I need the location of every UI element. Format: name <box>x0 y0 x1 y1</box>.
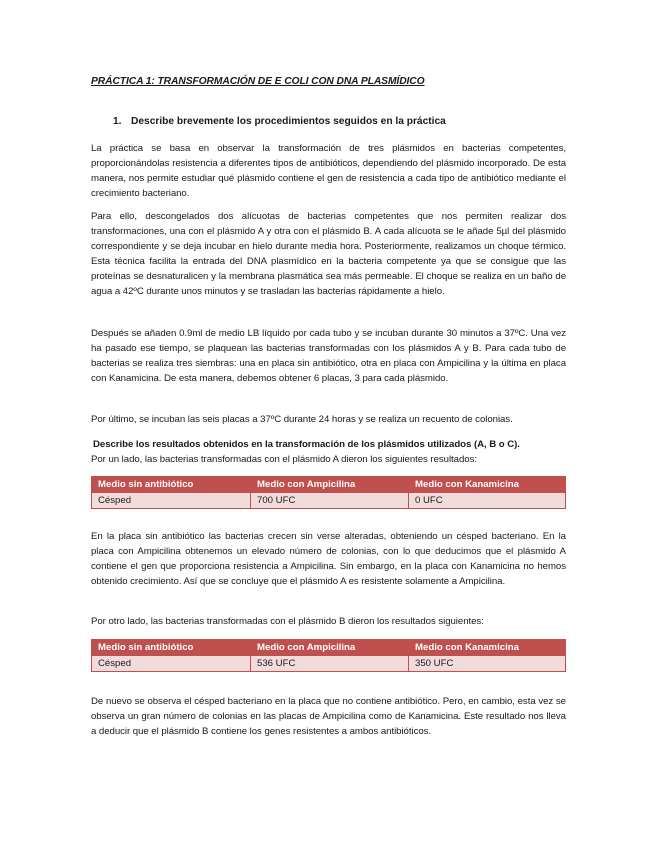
paragraph-results-b-discussion: De nuevo se observa el césped bacteriano en la placa que no contiene antibiótico. Pero, en cambio, esta vez se observa un gran número de colonias en las placas de Ampicilina como de Kanamicina. Este resultado nos lleva a deducir que el plásmido B contiene los genes resistentes a ambos antibióticos. <box>91 696 566 737</box>
header-no-antibiotic: Medio sin antibiótico <box>92 477 251 493</box>
question-1-heading <box>113 116 446 127</box>
header-ampicillin: Medio con Ampicilina <box>251 477 409 493</box>
paragraph-procedure: Para ello, descongelados dos alícuotas de bacterias competentes que nos permiten realizar dos transformaciones, una con el plásmido A y otra con el plásmido B. A cada alícuota se le añade 5µl del plásmido correspondiente y se deja incubar en hielo durante media hora. Posteriormente, realizamos un choque térmico. Esta técnica facilita la entrada del DNA plasmídico en la bacteria competente ya que se consigue que las proteínas se desnaturalicen y la membrana plasmática sea más permeable. El choque se realiza en un baño de agua a 42ºC durante unos minutos y se trasladan las bacterias rápidamente a hielo. <box>91 211 566 297</box>
header-ampicillin: Medio con Ampicilina <box>251 640 409 656</box>
cell-kanamycin: 350 UFC <box>409 656 566 672</box>
results-table-plasmid-b <box>91 639 566 672</box>
cell-no-antibiotic: Césped <box>92 493 251 509</box>
header-no-antibiotic: Medio sin antibiótico <box>92 640 251 656</box>
table-header-row <box>92 477 566 493</box>
paragraph-intro: La práctica se basa en observar la transformación de tres plásmidos en bacterias competentes, proporcionándolas resistencia a diferentes tipos de antibióticos, dependiendo del plásmido incorporado. De esta manera, nos permite estudiar qué plásmido contiene el gen de resistencia a cada tipo de antibiótico mediante el crecimiento bacteriano. <box>91 143 566 199</box>
paragraph-results-a-discussion: En la placa sin antibiótico las bacterias crecen sin verse alteradas, obteniendo un césped bacteriano. En la placa con Ampicilina obtenemos un elevado número de colonias, con lo que deducimos que el plásmido A contiene el gen que proporciona resistencia a Ampicilina. Sin embargo, en la placa con Kanamicina no hemos obtenido crecimiento. Así que se concluye que el plásmido A es resistente solamente a Ampicilina. <box>91 531 566 587</box>
page-title: PRÁCTICA 1: TRANSFORMACIÓN DE E COLI CON DNA PLASMÍDICO <box>91 76 425 87</box>
paragraph-plating: Después se añaden 0.9ml de medio LB líquido por cada tubo y se incuban durante 30 minutos a 37ºC. Una vez ha pasado ese tiempo, se plaquean las bacterias transformadas con los plásmidos A y B. Para cada tubo de bacterias se realiza tres siembras: una en placa sin antibiótico, otra en placa con Ampicilina y la última en placa con Kanamicina. De esta manera, debemos obtener 6 placas, 3 para cada plásmido. <box>91 328 566 384</box>
paragraph-results-a-intro: Por un lado, las bacterias transformadas con el plásmido A dieron los siguientes resultados: <box>91 454 477 465</box>
question-2-heading: Describe los resultados obtenidos en la transformación de los plásmidos utilizados (A, B o C). <box>93 439 520 450</box>
table-header-row <box>92 640 566 656</box>
header-kanamycin: Medio con Kanamicina <box>409 477 566 493</box>
question-1-text: Describe brevemente los procedimientos seguidos en la práctica <box>131 116 446 127</box>
cell-ampicillin: 536 UFC <box>251 656 409 672</box>
paragraph-incubation: Por último, se incuban las seis placas a 37ºC durante 24 horas y se realiza un recuento de colonias. <box>91 414 513 425</box>
question-1-number: 1. <box>113 116 122 127</box>
results-table-plasmid-a <box>91 476 566 509</box>
table-row <box>92 493 566 509</box>
cell-no-antibiotic: Césped <box>92 656 251 672</box>
cell-kanamycin: 0 UFC <box>409 493 566 509</box>
cell-ampicillin: 700 UFC <box>251 493 409 509</box>
header-kanamycin: Medio con Kanamicina <box>409 640 566 656</box>
table-row <box>92 656 566 672</box>
paragraph-results-b-intro: Por otro lado, las bacterias transformadas con el plásmido B dieron los resultados siguientes: <box>91 616 484 627</box>
